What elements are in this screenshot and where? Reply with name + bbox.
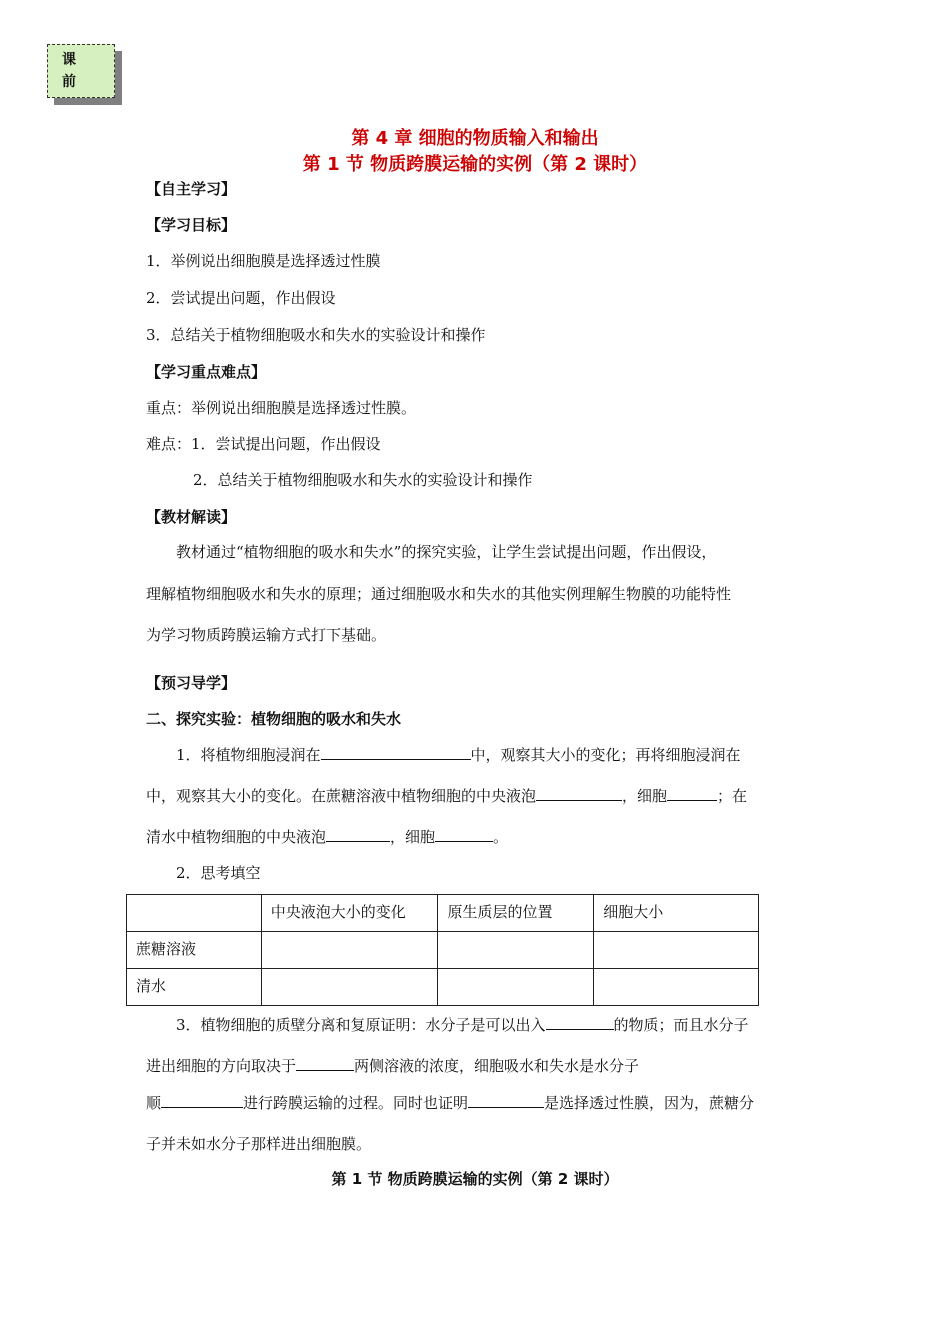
- table-cell[interactable]: [438, 969, 594, 1006]
- textbook-heading: 【教材解读】: [146, 508, 237, 526]
- textbook-line-2: 理解植物细胞吸水和失水的原理；通过细胞吸水和失水的其他实例理解生物膜的功能特性: [146, 585, 732, 603]
- question-3-line-1: 3．植物细胞的质壁分离和复原证明：水分子是可以出入 的物质；而且水分子: [176, 1016, 749, 1034]
- question-2: 2．思考填空: [176, 864, 261, 882]
- self-study-heading: 【自主学习】: [146, 180, 237, 198]
- lesson-stage-tag: [47, 44, 115, 98]
- table-header-cell: 原生质层的位置: [438, 895, 594, 932]
- question-3-line-3: 顺 进行跨膜运输的过程。同时也证明 是选择透过性膜，因为，蔗糖分: [146, 1094, 755, 1112]
- difficult-point-1: 难点：1．尝试提出问题，作出假设: [146, 435, 381, 453]
- question-3-line-2: 进出细胞的方向取决于 两侧溶液的浓度，细胞吸水和失水是水分子: [146, 1057, 640, 1075]
- table-cell[interactable]: [261, 932, 438, 969]
- goal-item-2: 2．尝试提出问题，作出假设: [146, 289, 336, 307]
- table-header-cell: 细胞大小: [594, 895, 759, 932]
- table-row: [127, 932, 759, 969]
- blank-membrane-1[interactable]: [546, 1015, 614, 1030]
- table-header-cell: 中央液泡大小的变化: [261, 895, 438, 932]
- chapter-title: 第 4 章 细胞的物质输入和输出: [351, 128, 599, 149]
- question-1-line-3: 清水中植物细胞的中央液泡 ，细胞 。: [146, 828, 509, 846]
- table-row-label: 清水: [127, 969, 262, 1006]
- key-point: 重点：举例说出细胞膜是选择透过性膜。: [146, 399, 417, 417]
- blank-gradient[interactable]: [161, 1093, 243, 1108]
- preview-heading: 【预习导学】: [146, 674, 237, 692]
- table-cell[interactable]: [594, 932, 759, 969]
- question-3-line-4: 子并未如水分子那样进出细胞膜。: [146, 1135, 372, 1153]
- blank-cell-water[interactable]: [435, 827, 493, 842]
- goal-item-1: 1．举例说出细胞膜是选择透过性膜: [146, 252, 381, 270]
- blank-vacuole-sucrose[interactable]: [536, 786, 622, 801]
- section-title: 第 1 节 物质跨膜运输的实例（第 2 课时）: [302, 154, 648, 175]
- table-row: [127, 969, 759, 1006]
- table-row-label: 蔗糖溶液: [127, 932, 262, 969]
- key-points-heading: 【学习重点难点】: [146, 363, 267, 381]
- tag-line-2: 前: [62, 74, 76, 90]
- blank-cell-sucrose[interactable]: [667, 786, 717, 801]
- tag-line-1: 课: [62, 52, 76, 68]
- goal-item-3: 3．总结关于植物细胞吸水和失水的实验设计和操作: [146, 326, 486, 344]
- experiment-heading: 二、探究实验：植物细胞的吸水和失水: [146, 710, 402, 728]
- difficult-point-2: 2．总结关于植物细胞吸水和失水的实验设计和操作: [193, 471, 533, 489]
- table-header-row: [127, 895, 759, 932]
- fill-in-table: [126, 894, 759, 1006]
- blank-vacuole-water[interactable]: [326, 827, 390, 842]
- table-header-cell: [127, 895, 262, 932]
- blank-selective-membrane[interactable]: [468, 1093, 544, 1108]
- footer-section-title: 第 1 节 物质跨膜运输的实例（第 2 课时）: [331, 1170, 619, 1188]
- table-cell[interactable]: [261, 969, 438, 1006]
- table-cell[interactable]: [594, 969, 759, 1006]
- blank-solution-1[interactable]: [321, 745, 471, 760]
- textbook-line-3: 为学习物质跨膜运输方式打下基础。: [146, 626, 387, 644]
- blank-membrane-2[interactable]: [296, 1056, 354, 1071]
- question-1-line-1: 1．将植物细胞浸润在 中，观察其大小的变化；再将细胞浸润在: [176, 746, 741, 764]
- textbook-line-1: 教材通过“植物细胞的吸水和失水”的探究实验，让学生尝试提出问题，作出假设，: [176, 543, 717, 561]
- goals-heading: 【学习目标】: [146, 216, 237, 234]
- question-1-line-2: 中，观察其大小的变化。在蔗糖溶液中植物细胞的中央液泡 ，细胞 ；在: [146, 787, 748, 805]
- table-cell[interactable]: [438, 932, 594, 969]
